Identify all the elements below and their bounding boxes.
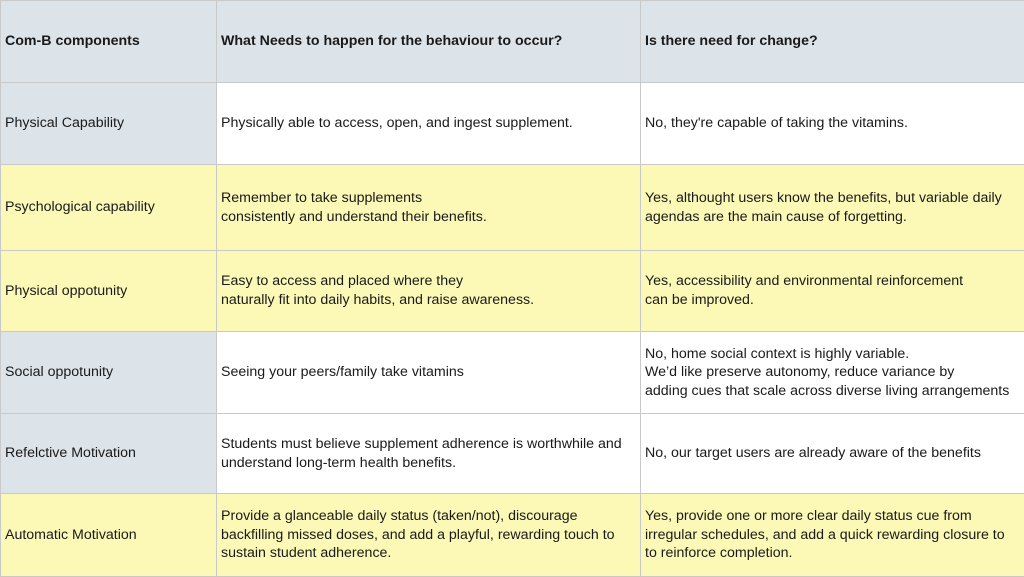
change-line: We’d like preserve autonomy, reduce variance by — [645, 364, 955, 381]
header-com-b-components: Com-B components — [1, 1, 217, 83]
change-cell — [641, 251, 1024, 332]
need-line: Provide a glanceable daily status (taken/not), discourage — [221, 508, 578, 525]
need-cell — [217, 251, 641, 332]
change-line: Yes, provide one or more clear daily status cue from — [645, 508, 972, 525]
need-cell — [217, 332, 641, 414]
table-row-physical-opportunity — [1, 251, 1024, 332]
change-line: Yes, accessibility and environmental reinforcement — [645, 273, 964, 290]
table-row-reflective-motivation — [1, 414, 1024, 494]
table-row-automatic-motivation — [1, 494, 1024, 577]
need-cell — [217, 83, 641, 165]
table-row-psychological-capability — [1, 165, 1024, 251]
change-line: No, our target users are already aware of the benefits — [645, 445, 981, 462]
need-line: Students must believe supplement adherence is worthwhile and — [221, 435, 622, 452]
component-cell: Automatic Motivation — [1, 494, 217, 577]
change-line: No, home social context is highly variable. — [645, 345, 910, 362]
change-cell — [641, 494, 1024, 577]
change-cell — [641, 332, 1024, 414]
need-line: naturally fit into daily habits, and raise awareness. — [221, 292, 535, 308]
table-row-physical-capability — [1, 83, 1024, 165]
header-need-for-change: Is there need for change? — [641, 1, 1024, 83]
change-line: can be improved. — [645, 292, 754, 308]
need-line: Physically able to access, open, and ingest supplement. — [221, 115, 573, 132]
change-line: to reinforce completion. — [645, 545, 793, 562]
need-cell — [217, 494, 641, 577]
component-cell: Refelctive Motivation — [1, 414, 217, 494]
component-cell: Physical oppotunity — [1, 251, 217, 332]
change-cell — [641, 83, 1024, 165]
need-line: Easy to access and placed where they — [221, 273, 464, 290]
need-line: Seeing your peers/family take vitamins — [221, 364, 464, 381]
need-line: sustain student adherence. — [221, 545, 392, 562]
change-line: adding cues that scale across diverse living arrangements — [645, 382, 1010, 399]
need-line: understand long-term health benefits. — [221, 454, 457, 471]
need-cell — [217, 165, 641, 251]
change-cell — [641, 165, 1024, 251]
change-line: Yes, althought users know the benefits, but variable daily — [645, 189, 1002, 206]
change-line: agendas are the main cause of forgetting. — [645, 208, 907, 225]
need-cell — [217, 414, 641, 494]
need-line: backfilling missed doses, and add a playful, rewarding touch to — [221, 526, 615, 543]
change-line: irregular schedules, and add a quick rewarding closure to — [645, 526, 1005, 543]
need-line: Remember to take supplements — [221, 189, 423, 206]
header-what-needs-to-happen: What Needs to happen for the behaviour to occur? — [217, 1, 641, 83]
table-header-row — [1, 1, 1024, 83]
component-cell: Social oppotunity — [1, 332, 217, 414]
change-line: No, they're capable of taking the vitamins. — [645, 115, 908, 132]
change-cell — [641, 414, 1024, 494]
table-row-social-opportunity — [1, 332, 1024, 414]
component-cell: Physical Capability — [1, 83, 217, 165]
component-cell: Psychological capability — [1, 165, 217, 251]
need-line: consistently and understand their benefits. — [221, 208, 487, 225]
